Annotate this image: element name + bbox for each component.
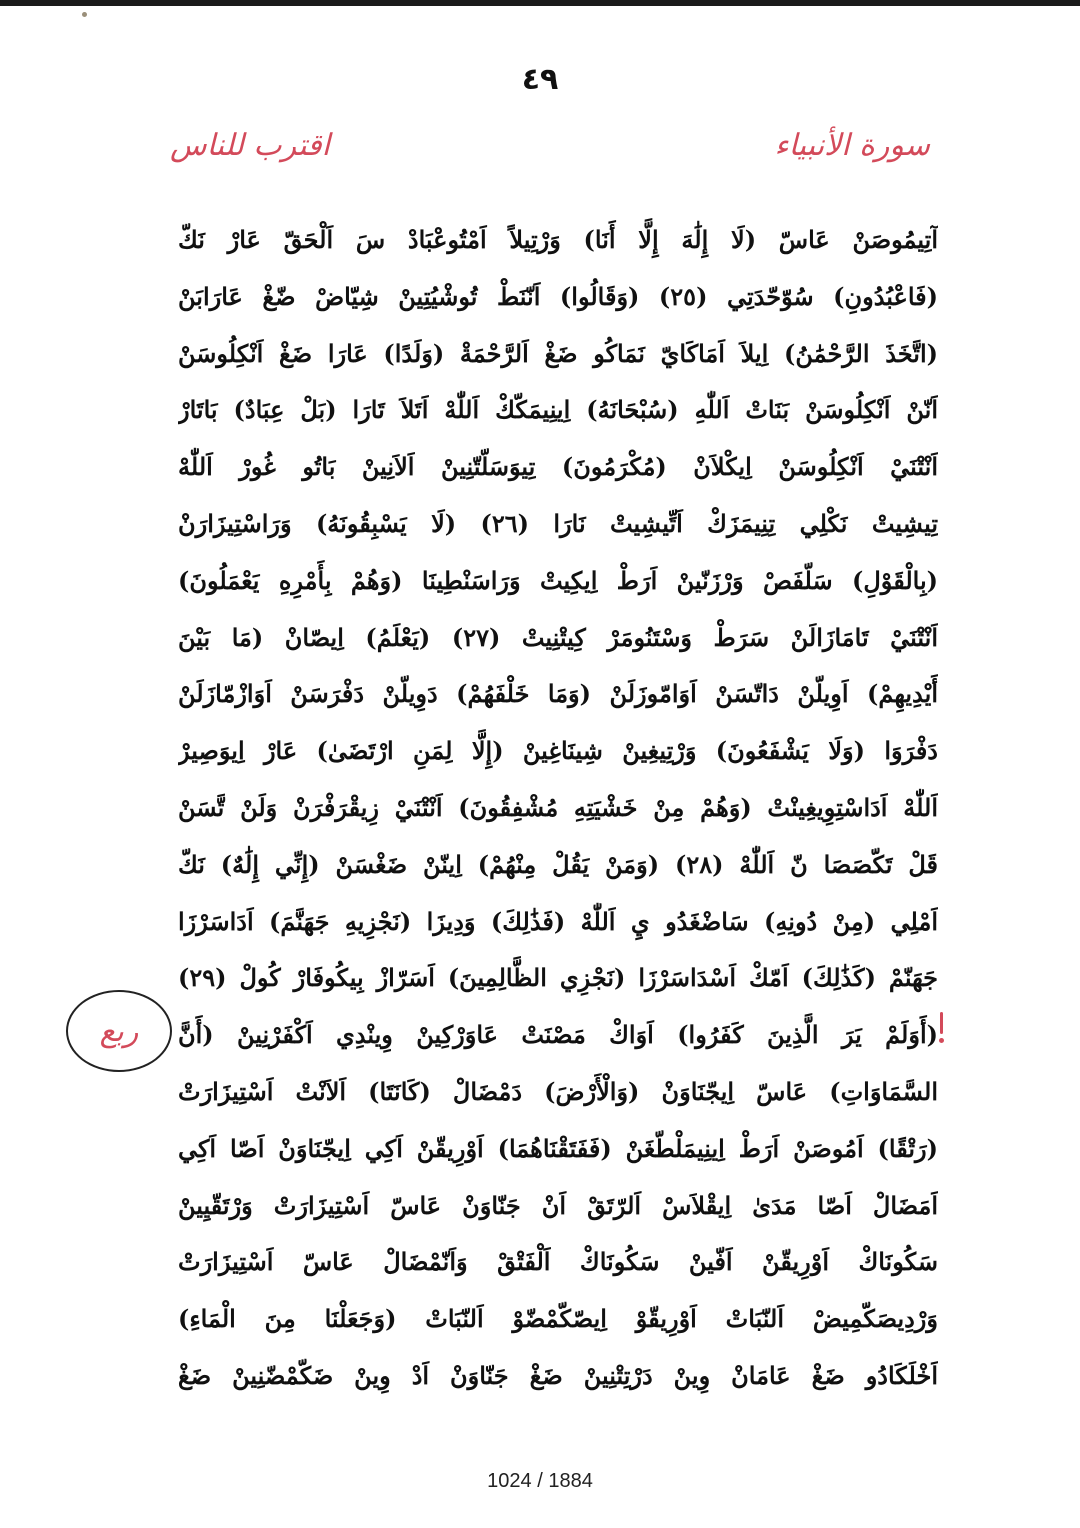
text-line: (أَوَلَمْ يَرَ الَّذِينَ كَفَرُوا) اَوَاكْ مَصْنَتْ عَاوَرْكِينْ وِينْدِي اَكْفَرْنِينْ (أَنَّ [178, 1020, 938, 1050]
text-line: تِيشِيتْ نَكْلِي تِنِيمَزَكْ اَتِّيشِيتْ نَارَا (٢٦) (لَا يَسْبِقُونَهُ) وَرَاسْتِيزَارَنْ [178, 508, 938, 538]
text-line: أَيْدِيهِمْ) اَوِيلّنْ دَاتّسَنْ اَوَامّوزَلَنْ (وَمَا خَلْفَهُمْ) دَوِيلّنْ دَفْرَسَنْ اَوَازْمّازَلَنْ [178, 679, 938, 709]
text-line: اَمَضَالْ اَصّا مَدَىٰ اِيقْلاَسْ اَلرّتَقْ اَنْ جَنّاوَنْ عَاسّ اَسْتِيزَارَتْ وَرْتَقّيِينْ [178, 1190, 938, 1220]
hizb-quarter-label: ربع [99, 1013, 139, 1049]
text-line: السَّمَاوَاتِ) عَاسّ اِيجّنَاوَنْ (وَالْأَرْضَ) دَمْضَالْ (كَانَتَا) اَلاَنْتْ اَسْتِيزَارَتْ [178, 1076, 938, 1106]
text-line: جَهَنّمْ (كَذَٰلِكَ) اَمّكْ اَسْدَاسَرْزَا (نَجْزِي الظَّالِمِينَ) اَسَرّازْ بِيكُوفَارْ كُولْ (٢٩) [178, 963, 938, 993]
text-line: قَلْ تَكّصَصَا نّ اَللّٰهْ (٢٨) (وَمَنْ يَقُلْ مِنْهُمْ) اِينّنْ ضَغْسَنْ (إِنِّي إِلَٰهٌ) نَكّ [178, 849, 938, 879]
section-start-dot [939, 1038, 944, 1043]
text-line: اَنْتْنَيْ تَامَازَالَنْ سَرَطْ وَسْتَنُومَرْ كِيتْنِيتْ (٢٧) (يَعْلَمُ) اِيصّانْ (مَا بَيْنَ [178, 622, 938, 652]
surah-title-note: سورة الأنبياء [774, 128, 930, 163]
text-line: آتِيمُوصَنْ عَاسّ (لَا إِلَٰهَ إِلَّا أَنَا) وَرْتِيلاً اَمْتُوعْبَادْ سَ اَلْحَقّ عَارْ نَكّ [178, 225, 938, 254]
text-line: دَفْرَوَا (وَلَا يَشْفَعُونَ) وَرْتِيغِينْ شِينَاغِينْ (إِلَّا لِمَنِ ارْتَضَىٰ) عَارْ اِيوَصِيرْ [178, 736, 938, 766]
hizb-quarter-marker [66, 990, 172, 1072]
section-start-mark [940, 1012, 943, 1034]
translation-text-block [178, 212, 938, 1405]
text-line: اَنْتْنَيْ اَنْكِلُوسَنْ اِيكْلاَنْ (مُكْرَمُونَ) تِيوَسَلّتّنِينْ اَلاَنِينْ بَاتُو غُورْ اَللّٰهْ [178, 452, 938, 482]
juz-title-note: اقترب للناس [170, 128, 330, 163]
text-line: اَخْلَكَادُو ضَغْ عَامَانْ وِينْ دَرْتِتْنِينْ ضَغْ جَنّاوَنْ اَدْ وِينْ ضَكّمْضّنِينْ ضَغْ [178, 1360, 938, 1390]
page-counter: 1024 / 1884 [487, 1470, 593, 1492]
text-line: (فَاعْبُدُونِ) سُوّحّدَتِي (٢٥) (وَقَالُوا) اَنّنَطْ تُوشْيُتِينْ شِيّاضْ ضّغْ عَارَابَنْ [178, 281, 938, 311]
text-line: (رَتْقًا) اَمُوصَنْ اَرَطْ اِينِيمَلْطّغَنْ (فَفَتَقْنَاهُمَا) اَوْرِيقّنْ اَكِي اِيجّنَاوَنْ اَصّا اَكِي [178, 1133, 938, 1163]
page-number: ٤٩ [521, 62, 559, 97]
text-line: اَللّٰهْ اَدَاسْتِوِيغِينْتْ (وَهُمْ مِنْ خَشْيَتِهِ مُشْفِقُونَ) اَنْتْنَيْ زِيقْرَفْرَنْ وَلَنْ تَّسَنْ [178, 792, 938, 822]
text-line: سَكُونَاكْ اَوْرِيقّنْ اَفّينْ سَكُونَاكْ اَلْفَتْقْ وَاَنّمْضَالْ عَاسّ اَسْتِيزَارَتْ [178, 1247, 938, 1277]
scan-top-edge [0, 0, 1080, 6]
text-line: (بِالْقَوْلِ) سَلّفَصْ وَرْزَنّينْ اَرَطْ اِيكِيتْ وَرَاسَنْطِينَا (وَهُمْ بِأَمْرِهِ يَعْمَلُونَ) [178, 565, 938, 595]
text-line: (اتَّخَذَ الرَّحْمَٰنُ) اِيلاَ اَمَاكَايّ نَمَاكُو ضَغْ اَلرَّحْمَةْ (وَلَدًا) عَارَا ضَغْ اَنْكِلُوسَنْ [178, 338, 938, 368]
text-line: وَرْدِيصَكّمِيضْ اَلنّبَاتْ اَوْرِيقّوْ اِيصّكّمْضّوْ اَلنّبَاتْ (وَجَعَلْنَا مِنَ الْمَاءِ) [178, 1304, 938, 1334]
text-line: اَنّنْ اَنْكِلُوسَنْ بَنَاتْ اَللّٰهِ (سُبْحَانَهُ) اِينِيمَكّكْ اَللّٰهْ اَتَلاَ تَارَا (بَلْ عِبَادٌ) بَاتَارْ [178, 395, 938, 425]
scan-speck [82, 12, 87, 17]
text-line: اَمْلِي (مِنْ دُونِهِ) سَاضْغَدُو يِ اَللّٰهْ (فَذَٰلِكَ) وَدِيزَا (نَجْزِيهِ جَهَنَّمَ) اَدَاسَرْزَا [178, 906, 938, 936]
